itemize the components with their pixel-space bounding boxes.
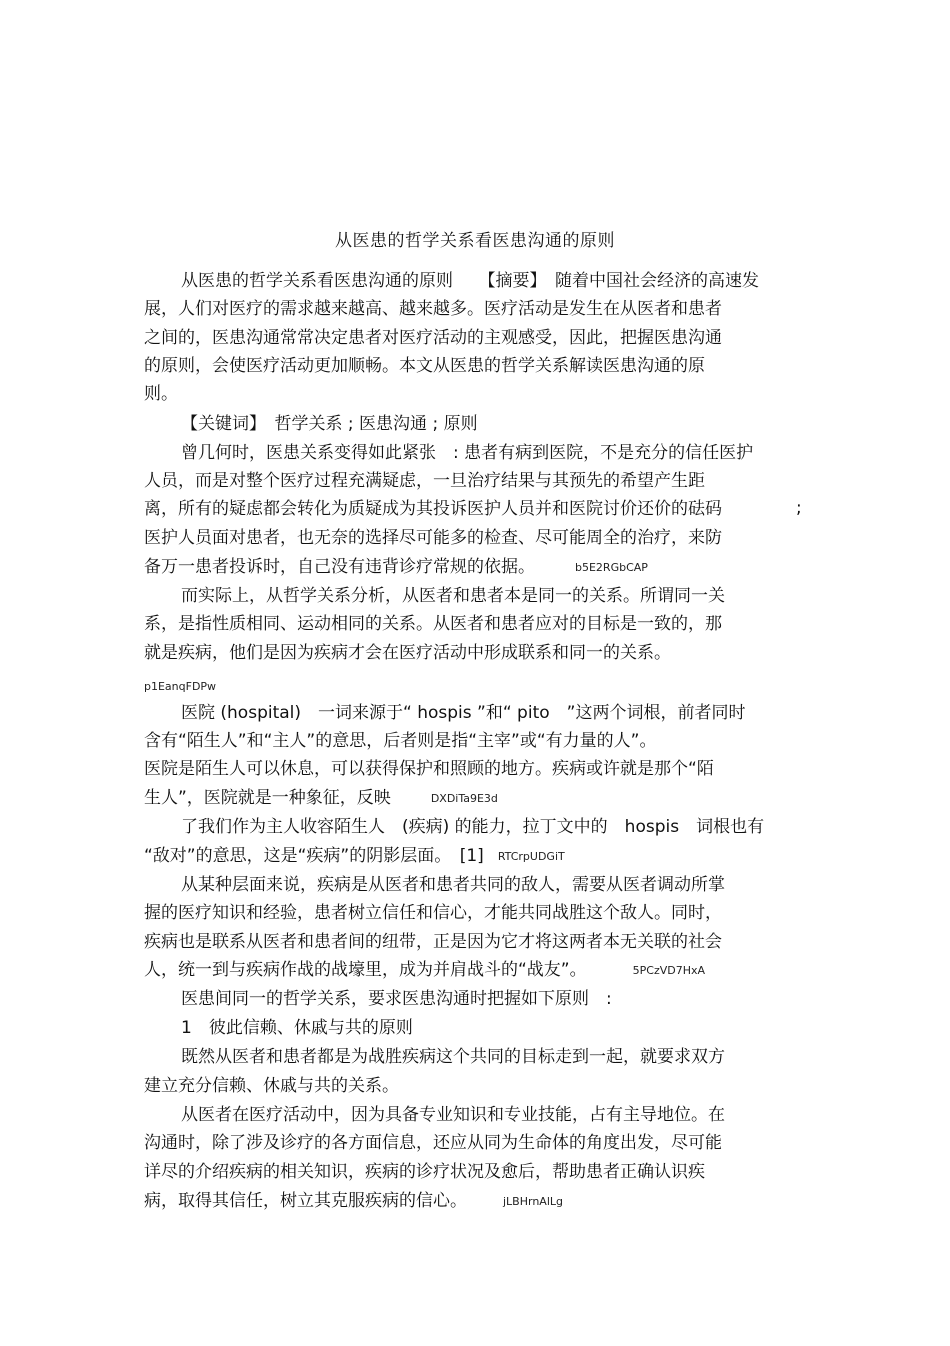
trailing-semicolon: ; <box>796 498 802 518</box>
para4-line-1: 了我们作为主人收容陌生人 (疾病) 的能力，拉丁文中的 hospis 词根也有 <box>181 817 765 837</box>
para8-line-3: 详尽的介绍疾病的相关知识，疾病的诊疗状况及愈后，帮助患者正确认识疾 <box>144 1162 705 1182</box>
para2-line-1: 而实际上，从哲学关系分析，从医者和患者本是同一的关系。所谓同一关 <box>181 586 725 606</box>
abstract-line-2: 展，人们对医疗的需求越来越高、越来越多。医疗活动是发生在从医者和患者 <box>144 299 722 319</box>
para7-line-1: 既然从医者和患者都是为战胜疾病这个共同的目标走到一起，就要求双方 <box>181 1047 725 1067</box>
para1-line-4: 医护人员面对患者，也无奈的选择尽可能多的检查、尽可能周全的治疗，来防 <box>144 528 722 548</box>
para3-line-4-text: 生人”，医院就是一种象征，反映 <box>144 788 391 808</box>
para2-line-3: 就是疾病，他们是因为疾病才会在医疗活动中形成联系和同一的关系。 <box>144 643 671 663</box>
watermark-code-4: RTCrpUDGiT <box>497 850 565 863</box>
para5-line-3: 疾病也是联系从医者和患者间的纽带，正是因为它才将这两者本无关联的社会 <box>144 932 722 952</box>
watermark-code-1: b5E2RGbCAP <box>575 561 648 574</box>
para3-line-1: 医院 (hospital) 一词来源于“ hospis ”和“ pito ”这两个词根，前者同时 <box>181 703 746 723</box>
document-title: 从医患的哲学关系看医患沟通的原则 <box>335 231 615 251</box>
abstract-line-3: 之间的，医患沟通常常决定患者对医疗活动的主观感受，因此，把握医患沟通 <box>144 328 722 348</box>
para5-line-4-text: 人，统一到与疾病作战的战壕里，成为并肩战斗的“战友”。 <box>144 960 587 980</box>
para6-line-1: 医患间同一的哲学关系，要求医患沟通时把握如下原则 : <box>181 989 612 1009</box>
para4-line-2 <box>144 845 565 868</box>
para8-line-4-text: 病，取得其信任，树立其克服疾病的信心。 <box>144 1191 467 1211</box>
section-heading-1: 1 彼此信赖、休戚与共的原则 <box>181 1018 413 1038</box>
para4-line-2-text: “敌对”的意思，这是“疾病”的阴影层面。 [1] <box>144 846 484 866</box>
para8-line-2: 沟通时，除了涉及诊疗的各方面信息，还应从同为生命体的角度出发，尽可能 <box>144 1133 722 1153</box>
para5-line-1: 从某种层面来说，疾病是从医者和患者共同的敌人，需要从医者调动所掌 <box>181 875 725 895</box>
para2-line-2: 系，是指性质相同、运动相同的关系。从医者和患者应对的目标是一致的，那 <box>144 614 722 634</box>
para1-line-5-text: 备万一患者投诉时，自己没有违背诊疗常规的依据。 <box>144 557 535 577</box>
para5-line-2: 握的医疗知识和经验，患者树立信任和信心，才能共同战胜这个敌人。同时， <box>144 903 722 923</box>
para1-line-3: 离，所有的疑虑都会转化为质疑成为其投诉医护人员并和医院讨价还价的砝码 <box>144 499 722 519</box>
para1-line-2: 人员，而是对整个医疗过程充满疑虑，一旦治疗结果与其预先的希望产生距 <box>144 471 705 491</box>
abstract-line-4: 的原则，会使医疗活动更加顺畅。本文从医患的哲学关系解读医患沟通的原 <box>144 356 705 376</box>
watermark-code-6: jLBHrnAlLg <box>503 1195 563 1208</box>
para8-line-4 <box>144 1190 563 1213</box>
para1-line-1: 曾几何时，医患关系变得如此紧张 : 患者有病到医院，不是充分的信任医护 <box>181 443 754 463</box>
para7-line-2: 建立充分信赖、休戚与共的关系。 <box>144 1076 399 1096</box>
watermark-code-5: 5PCzVD7HxA <box>632 964 706 977</box>
para3-line-4 <box>144 787 498 810</box>
watermark-code-3: DXDiTa9E3d <box>430 792 498 805</box>
keywords-line: 【关键词】 哲学关系 ; 医患沟通 ; 原则 <box>181 414 478 434</box>
abstract-line-5: 则。 <box>144 384 178 404</box>
para8-line-1: 从医者在医疗活动中，因为具备专业知识和专业技能，占有主导地位。在 <box>181 1105 725 1125</box>
para3-line-3: 医院是陌生人可以休息，可以获得保护和照顾的地方。疾病或许就是那个“陌 <box>144 759 714 779</box>
para1-line-5 <box>144 556 648 579</box>
para5-line-4 <box>144 959 705 982</box>
watermark-code-2: p1EanqFDPw <box>144 680 217 693</box>
abstract-line-1: 从医患的哲学关系看医患沟通的原则 【摘要】 随着中国社会经济的高速发 <box>181 271 759 291</box>
para3-line-2: 含有“陌生人”和“主人”的意思，后者则是指“主宰”或“有力量的人”。 <box>144 731 657 751</box>
